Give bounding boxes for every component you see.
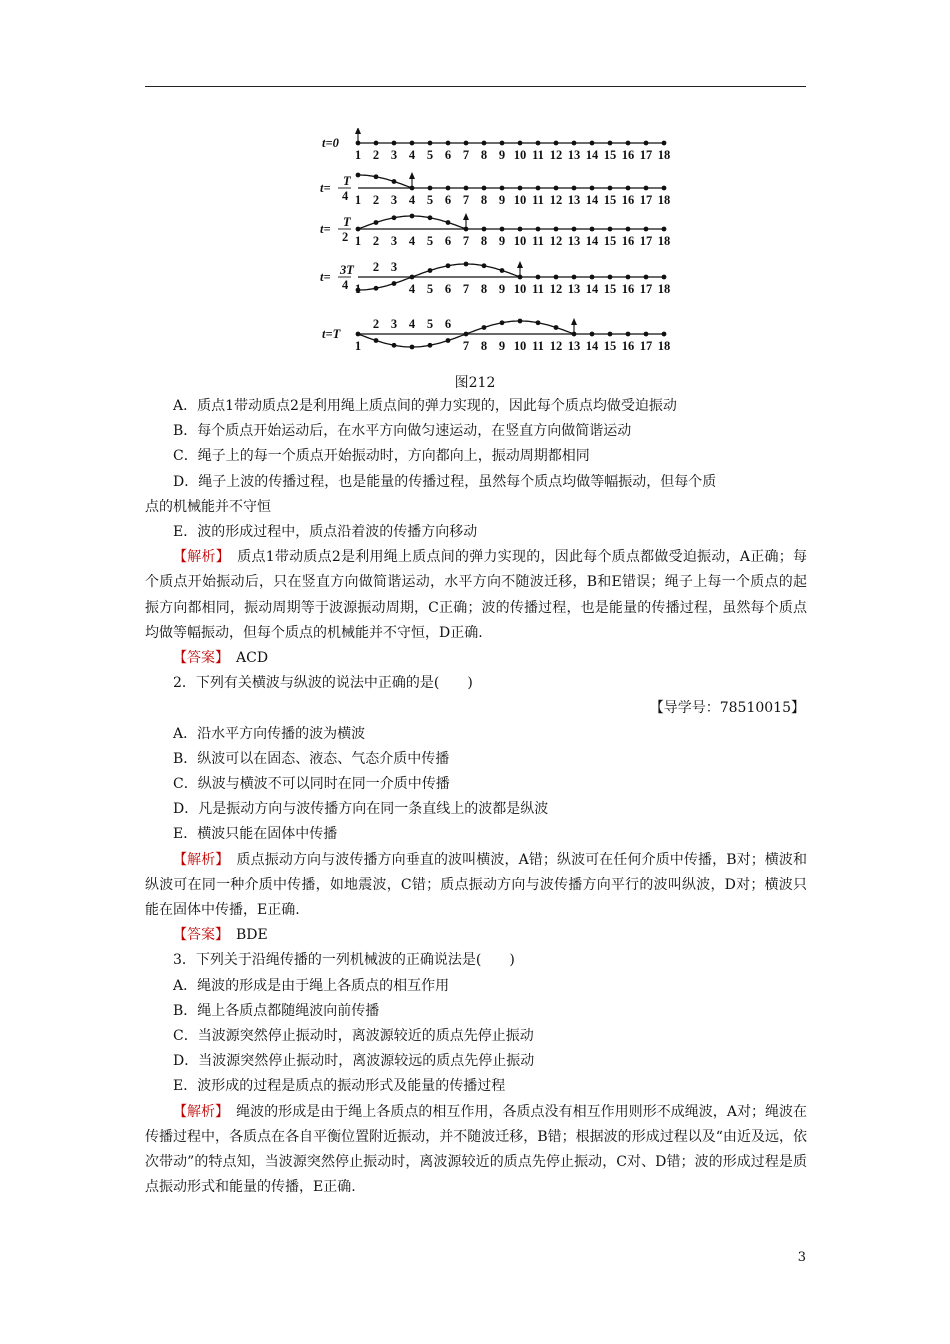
- particle-6: [446, 220, 451, 225]
- particle-16: [626, 227, 631, 232]
- point-number: 18: [657, 282, 671, 296]
- point-number: 6: [444, 282, 452, 296]
- point-number: 4: [408, 148, 416, 162]
- q2-guide: 【导学号：78510015】: [649, 700, 805, 717]
- particle-6: [446, 338, 451, 343]
- particle-9: [500, 227, 505, 232]
- figure-caption: 图212: [454, 375, 496, 391]
- point-number: 18: [657, 193, 671, 207]
- point-number: 7: [462, 148, 470, 162]
- particle-9: [500, 141, 505, 146]
- particle-8: [482, 227, 487, 232]
- point-number: 16: [621, 234, 635, 248]
- particle-6: [446, 141, 451, 146]
- particle-9: [500, 186, 505, 191]
- particle-9: [500, 320, 505, 325]
- point-number: 14: [585, 282, 599, 296]
- particle-15: [608, 275, 613, 280]
- particle-14: [590, 275, 595, 280]
- particle-18: [662, 275, 667, 280]
- particle-5: [428, 141, 433, 146]
- point-number: 3: [390, 148, 398, 162]
- time-label-num: T: [343, 174, 351, 188]
- q2-option-b: B．纵波可以在固态、液态、气态介质中传播: [173, 750, 450, 767]
- point-number: 6: [444, 148, 452, 162]
- particle-16: [626, 275, 631, 280]
- answer-tag: 【答案】: [173, 927, 222, 944]
- point-number: 5: [426, 282, 434, 296]
- point-number: 12: [549, 234, 563, 248]
- particle-15: [608, 186, 613, 191]
- arrow-up-icon: [409, 172, 415, 179]
- time-label-den: 2: [342, 230, 349, 244]
- point-number: 4: [408, 193, 416, 207]
- particle-3: [392, 281, 397, 286]
- wave-figure: [318, 128, 678, 360]
- particle-16: [626, 332, 631, 337]
- particle-13: [572, 186, 577, 191]
- q2-answer: [145, 923, 807, 948]
- particle-18: [662, 186, 667, 191]
- particle-15: [608, 332, 613, 337]
- point-number: 2: [372, 260, 380, 274]
- point-number: 7: [462, 193, 470, 207]
- time-label-num: 3T: [340, 263, 354, 277]
- point-number: 11: [532, 234, 544, 248]
- particle-4: [410, 214, 415, 219]
- point-number: 15: [603, 234, 617, 248]
- q3-option-b: B．绳上各质点都随绳波向前传播: [173, 1002, 380, 1019]
- point-number: 5: [426, 193, 434, 207]
- point-number: 6: [444, 193, 452, 207]
- point-number: 11: [532, 282, 544, 296]
- particle-15: [608, 227, 613, 232]
- particle-17: [644, 332, 649, 337]
- particle-11: [536, 186, 541, 191]
- particle-8: [482, 263, 487, 268]
- q1-option-e: E．波的形成过程中，质点沿着波的传播方向移动: [173, 524, 478, 541]
- point-number: 9: [498, 282, 506, 296]
- particle-2: [374, 338, 379, 343]
- point-number: 17: [639, 339, 653, 353]
- particle-11: [536, 141, 541, 146]
- particle-12: [554, 275, 559, 280]
- point-number: 11: [532, 339, 544, 353]
- point-number: 9: [498, 193, 506, 207]
- particle-4: [410, 275, 415, 280]
- particle-2: [374, 286, 379, 291]
- point-number: 8: [480, 339, 488, 353]
- point-number: 17: [639, 282, 653, 296]
- point-number: 16: [621, 193, 635, 207]
- q3-option-e: E．波形成的过程是质点的振动形式及能量的传播过程: [173, 1078, 506, 1095]
- point-number: 14: [585, 193, 599, 207]
- time-label-num: T: [343, 215, 351, 229]
- analysis-tag: 【解析】: [173, 549, 223, 566]
- point-number: 2: [372, 193, 380, 207]
- particle-11: [536, 275, 541, 280]
- particle-5: [428, 268, 433, 273]
- arrow-up-icon: [355, 128, 361, 134]
- q3-option-a: A．绳波的形成是由于绳上各质点的相互作用: [173, 977, 450, 994]
- point-number: 2: [372, 317, 380, 331]
- particle-3: [392, 141, 397, 146]
- particle-10: [518, 186, 523, 191]
- point-number: 6: [444, 234, 452, 248]
- point-number: 11: [532, 193, 544, 207]
- particle-18: [662, 332, 667, 337]
- particle-3: [392, 343, 397, 348]
- particle-18: [662, 141, 667, 146]
- q2-option-e: E．横波只能在固体中传播: [173, 826, 338, 843]
- point-number: 12: [549, 148, 563, 162]
- time-label-den: 4: [342, 278, 349, 292]
- particle-12: [554, 227, 559, 232]
- q1-analysis: [145, 545, 807, 646]
- q3-option-d: D．当波源突然停止振动时，离波源较远的质点先停止振动: [173, 1053, 535, 1070]
- particle-17: [644, 227, 649, 232]
- point-number: 13: [567, 148, 581, 162]
- arrow-up-icon: [463, 213, 469, 220]
- q1-option-a: A．质点1带动质点2是利用绳上质点间的弹力实现的，因此每个质点均做受迫振动: [173, 398, 677, 414]
- point-number: 11: [532, 148, 544, 162]
- particle-5: [428, 215, 433, 220]
- q1-option-d: D．绳子上波的传播过程，也是能量的传播过程，虽然每个质点均做等幅振动，但每个质: [173, 473, 717, 490]
- point-number: 8: [480, 234, 488, 248]
- time-label-prefix: t=: [320, 222, 331, 236]
- q2-stem: 2．下列有关横波与纵波的说法中正确的是( ): [173, 675, 473, 692]
- particle-1: [356, 332, 361, 337]
- point-number: 16: [621, 282, 635, 296]
- point-number: 10: [513, 339, 527, 353]
- particle-17: [644, 141, 649, 146]
- point-number: 12: [549, 339, 563, 353]
- point-number: 13: [567, 193, 581, 207]
- point-number: 10: [513, 148, 527, 162]
- point-number: 15: [603, 282, 617, 296]
- q2-answer-text: BDE: [236, 927, 268, 944]
- point-number: 14: [585, 148, 599, 162]
- point-number: 1: [354, 148, 362, 162]
- particle-14: [590, 332, 595, 337]
- particle-3: [392, 215, 397, 220]
- point-number: 12: [549, 193, 563, 207]
- q3-analysis: [145, 1100, 807, 1201]
- particle-7: [464, 141, 469, 146]
- point-number: 7: [462, 339, 470, 353]
- particle-10: [518, 141, 523, 146]
- point-number: 8: [480, 193, 488, 207]
- point-number: 8: [480, 282, 488, 296]
- point-number: 9: [498, 148, 506, 162]
- q1-answer-text: ACD: [236, 650, 269, 667]
- answer-tag: 【答案】: [173, 650, 222, 667]
- q3-analysis-text: 绳波的形成是由于绳上各质点的相互作用，各质点没有相互作用则形不成绳波，A对；绳波在传播过程中，各质点在各自平衡位置附近振动，并不随波迁移，B错；根据波的形成过程以及“由近及远，依次带动”的特点知，当波源突然停止振动时，离波源较近的质点先停止振动，C对、D错；波的形成过程是质点振动形式和能量的传播，E正确.: [145, 1103, 808, 1196]
- q1-option-d-cont: 点的机械能并不守恒: [145, 498, 271, 515]
- page-number: 3: [797, 1250, 806, 1265]
- particle-7: [464, 332, 469, 337]
- particle-5: [428, 186, 433, 191]
- point-number: 4: [408, 317, 416, 331]
- point-number: 5: [426, 148, 434, 162]
- point-number: 10: [513, 193, 527, 207]
- point-number: 3: [390, 260, 398, 274]
- point-number: 18: [657, 339, 671, 353]
- content: [145, 394, 807, 1201]
- particle-6: [446, 263, 451, 268]
- particle-15: [608, 141, 613, 146]
- point-number: 9: [498, 234, 506, 248]
- time-label-prefix: t=: [320, 181, 331, 195]
- particle-2: [374, 220, 379, 225]
- point-number: 1: [354, 282, 362, 296]
- particle-7: [464, 186, 469, 191]
- particle-1: [356, 173, 361, 178]
- point-number: 12: [549, 282, 563, 296]
- particle-11: [536, 320, 541, 325]
- point-number: 4: [408, 234, 416, 248]
- q2-option-a: A．沿水平方向传播的波为横波: [173, 725, 366, 742]
- particle-7: [464, 262, 469, 267]
- point-number: 10: [513, 282, 527, 296]
- time-label-prefix: t=: [320, 270, 331, 284]
- particle-16: [626, 141, 631, 146]
- q1-option-c: C．绳子上的每一个质点开始振动时，方向都向上，振动周期都相同: [173, 448, 590, 465]
- q2-option-c: C．纵波与横波不可以同时在同一介质中传播: [173, 776, 450, 793]
- point-number: 3: [390, 193, 398, 207]
- particle-13: [572, 227, 577, 232]
- point-number: 18: [657, 148, 671, 162]
- particle-4: [410, 345, 415, 350]
- particle-12: [554, 141, 559, 146]
- point-number: 14: [585, 339, 599, 353]
- point-number: 7: [462, 282, 470, 296]
- point-number: 17: [639, 193, 653, 207]
- q1-analysis-text: 质点1带动质点2是利用绳上质点间的弹力实现的，因此每个质点都做受迫振动，A正确；每个质点开始振动后，只在竖直方向做简谐运动，水平方向不随波迁移，B和E错误；绳子上每一个质点的起振方向都相同，振动周期等于波源振动周期，C正确；波的传播过程，也是能量的传播过程，虽然每个质点均做等幅振动，但每个质点的机械能并不守恒，D正确.: [145, 549, 807, 641]
- particle-10: [518, 319, 523, 324]
- wave-curve: [358, 175, 412, 188]
- particle-8: [482, 186, 487, 191]
- point-number: 2: [372, 148, 380, 162]
- point-number: 3: [390, 234, 398, 248]
- point-number: 6: [444, 317, 452, 331]
- point-number: 10: [513, 234, 527, 248]
- point-number: 7: [462, 234, 470, 248]
- particle-11: [536, 227, 541, 232]
- point-number: 17: [639, 148, 653, 162]
- point-number: 15: [603, 148, 617, 162]
- point-number: 2: [372, 234, 380, 248]
- point-number: 14: [585, 234, 599, 248]
- particle-8: [482, 325, 487, 330]
- particle-13: [572, 141, 577, 146]
- point-number: 3: [390, 317, 398, 331]
- top-rule: [145, 86, 806, 87]
- q3-stem: 3．下列关于沿绳传播的一列机械波的正确说法是( ): [173, 952, 515, 969]
- point-number: 13: [567, 339, 581, 353]
- particle-12: [554, 325, 559, 330]
- point-number: 15: [603, 193, 617, 207]
- time-label: t=T: [322, 327, 341, 341]
- point-number: 1: [354, 234, 362, 248]
- particle-9: [500, 268, 505, 273]
- time-label: t=0: [322, 136, 339, 150]
- particle-14: [590, 186, 595, 191]
- point-number: 8: [480, 148, 488, 162]
- point-number: 1: [354, 193, 362, 207]
- particle-10: [518, 227, 523, 232]
- point-number: 1: [354, 339, 362, 353]
- particle-17: [644, 275, 649, 280]
- point-number: 5: [426, 317, 434, 331]
- time-label-den: 4: [342, 189, 349, 203]
- q3-option-c: C．当波源突然停止振动时，离波源较近的质点先停止振动: [173, 1028, 534, 1045]
- particle-13: [572, 275, 577, 280]
- arrow-up-icon: [517, 261, 523, 268]
- point-number: 17: [639, 234, 653, 248]
- arrow-up-icon: [571, 318, 577, 325]
- particle-14: [590, 141, 595, 146]
- particle-2: [374, 141, 379, 146]
- particle-6: [446, 186, 451, 191]
- point-number: 4: [408, 282, 416, 296]
- analysis-tag: 【解析】: [173, 1103, 223, 1120]
- point-number: 16: [621, 339, 635, 353]
- point-number: 18: [657, 234, 671, 248]
- q2-analysis-text: 质点振动方向与波传播方向垂直的波叫横波，A错；纵波可在任何介质中传播，B对；横波和纵波可在同一种介质中传播，如地震波，C错；质点振动方向与波传播方向平行的波叫纵波，D对；横波只能在固体中传播，E正确.: [145, 851, 808, 919]
- point-number: 16: [621, 148, 635, 162]
- q1-option-b: B．每个质点开始运动后，在水平方向做匀速运动，在竖直方向做简谐运动: [173, 423, 632, 440]
- point-number: 5: [426, 234, 434, 248]
- particle-2: [374, 174, 379, 179]
- q1-answer: [145, 646, 807, 671]
- point-number: 13: [567, 282, 581, 296]
- particle-16: [626, 186, 631, 191]
- particle-3: [392, 179, 397, 184]
- q2-analysis: [145, 848, 807, 924]
- particle-4: [410, 141, 415, 146]
- particle-17: [644, 186, 649, 191]
- point-number: 15: [603, 339, 617, 353]
- particle-14: [590, 227, 595, 232]
- point-number: 13: [567, 234, 581, 248]
- analysis-tag: 【解析】: [173, 851, 223, 868]
- q2-option-d: D．凡是振动方向与波传播方向在同一条直线上的波都是纵波: [173, 801, 549, 818]
- particle-5: [428, 343, 433, 348]
- point-number: 9: [498, 339, 506, 353]
- particle-8: [482, 141, 487, 146]
- particle-18: [662, 227, 667, 232]
- particle-1: [356, 227, 361, 232]
- particle-12: [554, 186, 559, 191]
